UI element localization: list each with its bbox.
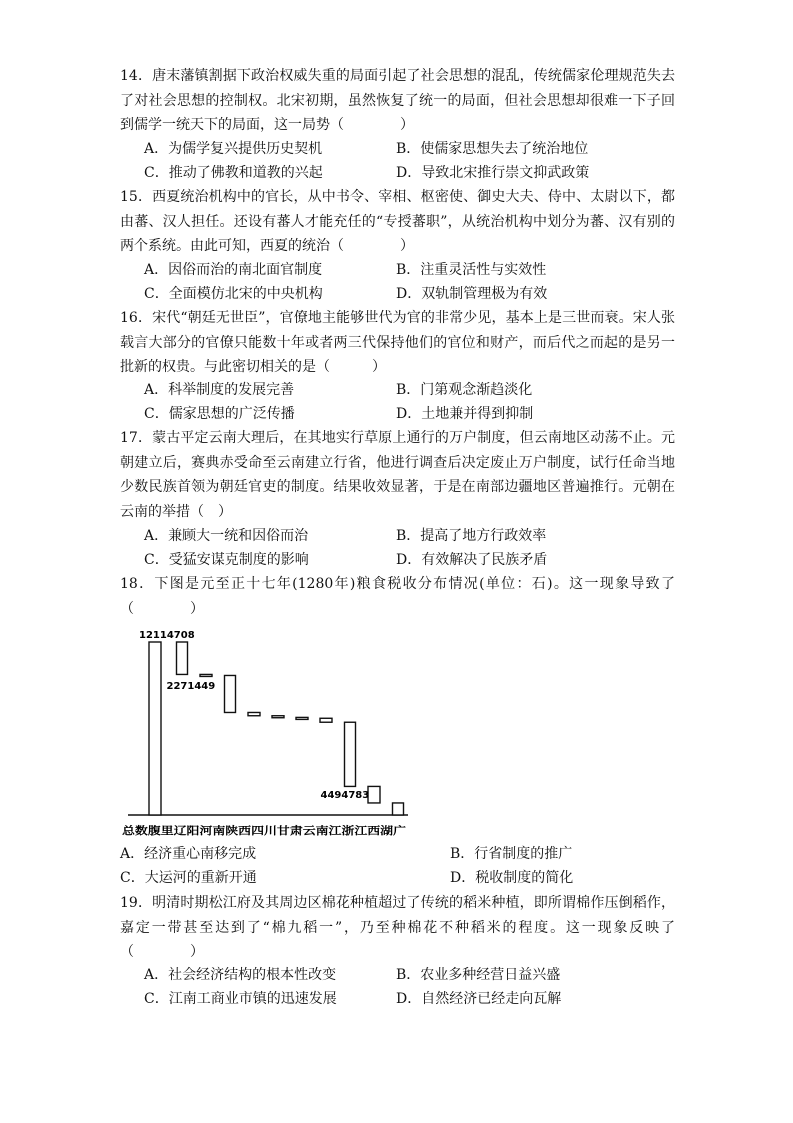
- question-15-stem: 15．西夏统治机构中的官长，从中书令、宰相、枢密使、御史大夫、侍中、太尉以下，都由蕃、汉人担任。还设有蕃人才能充任的“专授蕃职”，从统治机构中划分为蕃、汉有别的两个系统。由此可知，西夏的统治（ ）: [120, 189, 675, 254]
- chart-marks: [128, 630, 408, 815]
- question-18-options: [120, 842, 680, 890]
- value-label-腹里: 2271449: [166, 681, 216, 692]
- bar-江西: [368, 786, 380, 803]
- option-d[interactable]: D．土地兼并得到抑制: [396, 406, 534, 422]
- question-14-options: [144, 137, 664, 185]
- question-18-stem: 18．下图是元至正十七年(1280年)粮食税收分布情况(单位：石)。这一现象导致了（ ）: [120, 576, 675, 617]
- question-17-stem: 17．蒙古平定云南大理后，在其地实行草原上通行的万户制度，但云南地区动荡不止。元朝建立后，赛典赤受命至云南建立行省，他进行调查后决定废止万户制度，试行任命当地少数民族首领为朝廷官吏的制度。结果收效显著，于是在南部边疆地区普遍推行。元朝在云南的举措（ ）: [120, 430, 675, 520]
- question-14-stem: 14．唐末藩镇割据下政治权威失重的局面引起了社会思想的混乱，传统儒家伦理规范失去了对社会思想的控制权。北宋初期，虽然恢复了统一的局面，但社会思想却很难一下子回到儒学一统天下的局面，这一局势（ ）: [120, 68, 675, 133]
- option-c[interactable]: C．推动了佛教和道教的兴起: [144, 165, 323, 181]
- bar-河南: [225, 675, 236, 712]
- bar-陕西: [248, 712, 260, 715]
- question-16-stem: 16．宋代“朝廷无世臣”，官僚地主能够世代为官的非常少见，基本上是三世而衰。宋人张载言大部分的官僚只能数十年或者两三代保持他们的官位和财产，而后代之而起的是另一批新的权贵。与此密切相关的是（ ）: [120, 310, 675, 375]
- option-a[interactable]: A．社会经济结构的根本性改变: [144, 967, 337, 983]
- x-axis-category-labels: 总数腹里辽阳河南陕西四川甘肃云南江浙江西湖广: [122, 825, 353, 837]
- question-15-options: [144, 258, 664, 306]
- question-19-options: [144, 963, 664, 1011]
- option-b[interactable]: B．提高了地方行政效率: [396, 528, 547, 544]
- bar-总数: [149, 642, 161, 815]
- bar-江浙: [345, 722, 356, 786]
- option-b[interactable]: B．行省制度的推广: [450, 846, 573, 862]
- grain-tax-waterfall-chart: [118, 622, 410, 840]
- bar-四川: [272, 716, 284, 718]
- option-d[interactable]: D．导致北宋推行崇文抑武政策: [396, 165, 590, 181]
- option-a[interactable]: A．科举制度的发展完善: [144, 382, 295, 398]
- option-b[interactable]: B．农业多种经营日益兴盛: [396, 967, 561, 983]
- option-a[interactable]: A．为儒学复兴提供历史契机: [144, 141, 323, 157]
- option-a[interactable]: A．经济重心南移完成: [120, 846, 257, 862]
- value-label-总数: 12114708: [139, 630, 195, 641]
- option-c[interactable]: C．全面模仿北宋的中央机构: [144, 286, 323, 302]
- option-b[interactable]: B．使儒家思想失去了统治地位: [396, 141, 589, 157]
- bar-云南: [320, 718, 332, 722]
- option-b[interactable]: B．门第观念渐趋淡化: [396, 382, 533, 398]
- question-19-stem: 19．明清时期松江府及其周边区棉花种植超过了传统的稻米种植，即所谓棉作压倒稻作，嘉定一带甚至达到了“棉九稻一”，乃至种棉花不种稻米的程度。这一现象反映了（ ）: [120, 895, 675, 960]
- value-label-江浙: 4494783: [320, 790, 370, 801]
- option-d[interactable]: D．自然经济已经走向瓦解: [396, 991, 562, 1007]
- bar-湖广: [393, 803, 404, 815]
- bar-辽阳: [200, 674, 212, 676]
- option-b[interactable]: B．注重灵活性与实效性: [396, 262, 547, 278]
- option-c[interactable]: C．江南工商业市镇的迅速发展: [144, 991, 337, 1007]
- option-c[interactable]: C．受猛安谋克制度的影响: [144, 552, 309, 568]
- option-d[interactable]: D．税收制度的简化: [450, 870, 574, 886]
- option-c[interactable]: C．大运河的重新开通: [120, 870, 257, 886]
- option-a[interactable]: A．兼顾大一统和因俗而治: [144, 528, 309, 544]
- bar-腹里: [177, 642, 188, 674]
- option-c[interactable]: C．儒家思想的广泛传播: [144, 406, 295, 422]
- question-16-options: [144, 378, 664, 426]
- question-17-options: [144, 524, 664, 572]
- option-d[interactable]: D．有效解决了民族矛盾: [396, 552, 548, 568]
- bar-甘肃: [296, 717, 308, 719]
- option-a[interactable]: A．因俗而治的南北面官制度: [144, 262, 323, 278]
- option-d[interactable]: D．双轨制管理极为有效: [396, 286, 548, 302]
